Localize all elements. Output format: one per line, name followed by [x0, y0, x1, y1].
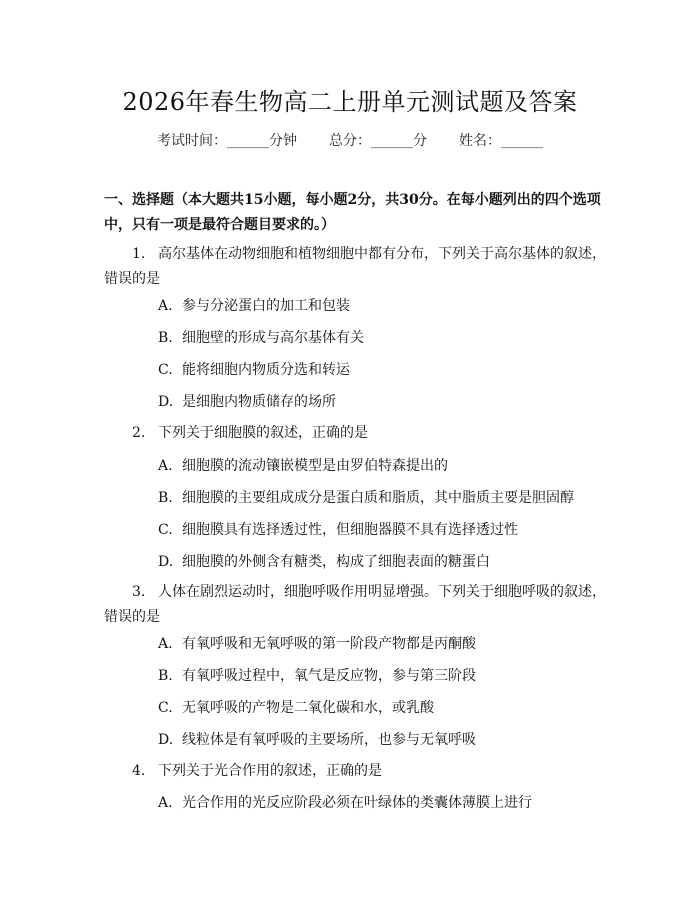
- question-stem: 高尔基体在动物细胞和植物细胞中都有分布，下列关于高尔基体的叙述，错误的是: [104, 246, 606, 287]
- option-letter: D.: [158, 394, 174, 410]
- question-2: [104, 421, 609, 446]
- option-text: 细胞膜的流动镶嵌模型是由罗伯特森提出的: [182, 458, 448, 474]
- option-letter: B.: [158, 668, 173, 684]
- option-text: 有氧呼吸和无氧呼吸的第一阶段产物都是丙酮酸: [182, 636, 476, 652]
- option-2a: [158, 456, 608, 476]
- option-letter: D.: [158, 554, 174, 570]
- option-1a: [158, 296, 608, 316]
- exam-meta: [0, 130, 700, 150]
- question-4: [104, 759, 609, 784]
- option-3a: [158, 634, 608, 654]
- question-3: [104, 580, 609, 630]
- option-letter: A.: [158, 795, 173, 811]
- option-4a: [158, 793, 608, 813]
- question-number: 1.: [132, 246, 146, 262]
- option-text: 细胞膜的外侧含有糖类，构成了细胞表面的糖蛋白: [182, 554, 490, 570]
- option-text: 细胞壁的形成与高尔基体有关: [182, 330, 364, 346]
- page-title: 2026年春生物高二上册单元测试题及答案: [122, 88, 578, 116]
- option-text: 参与分泌蛋白的加工和包装: [182, 298, 350, 314]
- option-letter: C.: [158, 362, 173, 378]
- question-stem: 人体在剧烈运动时，细胞呼吸作用明显增强。下列关于细胞呼吸的叙述，错误的是: [104, 584, 606, 625]
- option-letter: A.: [158, 298, 173, 314]
- option-2b: [158, 488, 608, 508]
- option-1d: [158, 392, 608, 412]
- question-number: 2.: [132, 425, 146, 441]
- option-letter: C.: [158, 522, 173, 538]
- option-1b: [158, 328, 608, 348]
- option-letter: C.: [158, 700, 173, 716]
- option-letter: B.: [158, 330, 173, 346]
- option-letter: D.: [158, 732, 174, 748]
- question-stem: 下列关于光合作用的叙述，正确的是: [158, 763, 382, 779]
- option-3c: [158, 698, 608, 718]
- option-text: 细胞膜的主要组成成分是蛋白质和脂质，其中脂质主要是胆固醇: [182, 490, 574, 506]
- option-text: 光合作用的光反应阶段必须在叶绿体的类囊体薄膜上进行: [182, 795, 532, 811]
- option-text: 细胞膜具有选择透过性，但细胞器膜不具有选择透过性: [182, 522, 518, 538]
- option-2c: [158, 520, 608, 540]
- option-3d: [158, 730, 608, 750]
- exam-time: 考试时间：______分钟: [157, 133, 297, 149]
- option-3b: [158, 666, 608, 686]
- question-stem: 下列关于细胞膜的叙述，正确的是: [158, 425, 368, 441]
- option-1c: [158, 360, 608, 380]
- option-letter: B.: [158, 490, 173, 506]
- question-number: 4.: [132, 763, 146, 779]
- option-letter: A.: [158, 636, 173, 652]
- option-text: 有氧呼吸过程中，氧气是反应物，参与第三阶段: [182, 668, 476, 684]
- question-number: 3.: [132, 584, 146, 600]
- total-score: 总分：______分: [329, 133, 427, 149]
- section-heading: 一、选择题（本大题共15小题，每小题2分，共30分。在每小题列出的四个选项中，只有一项是最符合题目要求的。）: [104, 192, 601, 233]
- option-text: 能将细胞内物质分选和转运: [182, 362, 350, 378]
- option-text: 线粒体是有氧呼吸的主要场所，也参与无氧呼吸: [182, 732, 476, 748]
- student-name: 姓名：______: [459, 133, 543, 149]
- question-1: [104, 242, 609, 292]
- option-2d: [158, 552, 608, 572]
- option-text: 是细胞内物质储存的场所: [182, 394, 336, 410]
- option-text: 无氧呼吸的产物是二氧化碳和水，或乳酸: [182, 700, 434, 716]
- option-letter: A.: [158, 458, 173, 474]
